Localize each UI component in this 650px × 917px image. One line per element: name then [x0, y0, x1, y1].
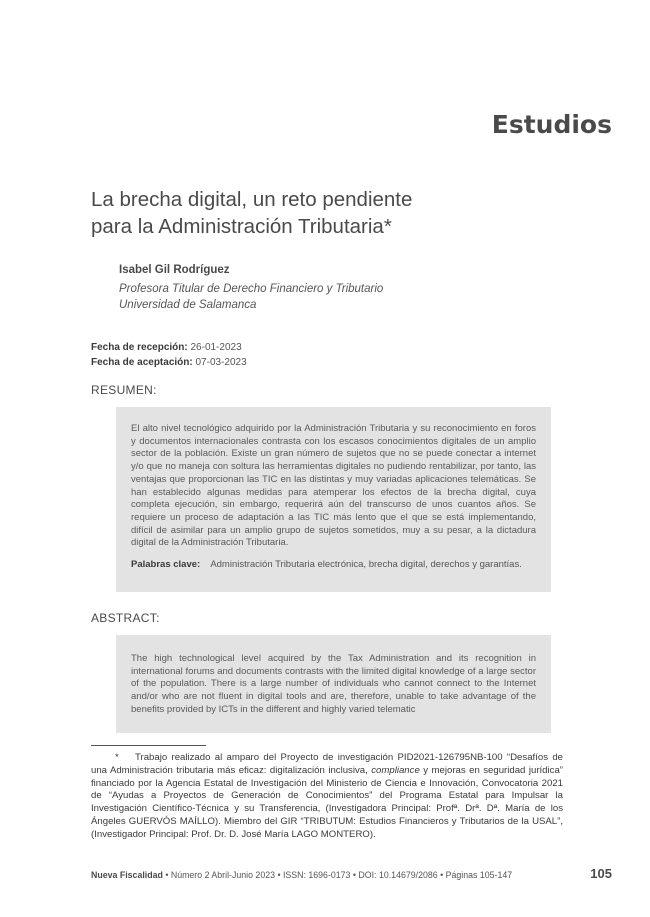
keywords-line [131, 559, 536, 570]
footnote-text-italic: compliance [371, 764, 420, 776]
received-value: 26-01-2023 [190, 342, 242, 353]
abstract-box [116, 635, 551, 733]
author-name: Isabel Gil Rodríguez [119, 264, 230, 276]
received-date [91, 340, 247, 355]
footnote-text-b: y mejoras en seguridad jurídica” financiado por la Agencia Estatal de Investigación del Ministerio de Ciencia e Innovación, Convocatoria 2021 de “Ayudas a Proyectos de Generación de Conocimientos” del Programa Estatal para Impulsar la Investigación Científico-Técnica y su Transferencia, (Investigadora Principal: Profª. Drª. Dª. María de los Ángeles GUERVÓS MAÍLLO). Miembro del GIR “TRIBUTUM: Estudios Financieros y Tributarios de la USAL”, (Investigador Principal: Prof. Dr. D. José María LAGO MONTERO). [91, 764, 563, 840]
resumen-heading: RESUMEN: [91, 383, 157, 397]
accepted-value: 07-03-2023 [195, 357, 247, 368]
accepted-date [91, 355, 247, 370]
received-label: Fecha de recepción: [91, 342, 188, 353]
page-footer [91, 870, 512, 880]
article-title [91, 186, 571, 240]
author-affiliation: Universidad de Salamanca [119, 299, 257, 311]
resumen-text: El alto nivel tecnológico adquirido por la Administración Tributaria y su reconocimiento en foros y documentos internacionales contrasta con los escasos conocimientos digitales de un amplio sector de la población. Existe un gran número de sujetos que no se puede conectar a internet y/o que no maneja con soltura las herramientas digitales no pudiendo rentabilizar, por tanto, las ventajas que proporcionan las TIC en las distintas y muy variadas aplicaciones telemáticas. Se han establecido algunas medidas para atemperar los efectos de la brecha digital, cuya completa ejecución, sin embargo, requerirá aún del transcurso de unos cuantos años. Se requiere un proceso de adaptación a las TIC más lento que el que se está implementando, difícil de asimilar para un amplio grupo de sujetos sometidos, muy a su pesar, a la dictadura digital de la Administración Tributaria. [131, 423, 536, 549]
section-label: Estudios [491, 110, 612, 139]
author-position: Profesora Titular de Derecho Financiero y Tributario [119, 283, 384, 295]
footnote-separator [91, 745, 206, 746]
accepted-label: Fecha de aceptación: [91, 357, 193, 368]
journal-details: • Número 2 Abril-Junio 2023 • ISSN: 1696-0173 • DOI: 10.14679/2086 • Páginas 105-147 [162, 870, 513, 880]
page-number: 105 [590, 866, 612, 881]
keywords-value: Administración Tributaria electrónica, brecha digital, derechos y garantías. [210, 559, 522, 571]
author-block [119, 262, 383, 313]
title-line-2: para la Administración Tributaria* [91, 215, 392, 238]
abstract-heading: ABSTRACT: [91, 611, 160, 625]
abstract-text: The high technological level acquired by the Tax Administration and its recognition in international forums and documents contrasts with the limited digital knowledge of a large sector of the population. There is a large number of individuals who cannot connect to the Internet and/or who are not fluent in digital tools and are, therefore, unable to take advantage of the benefits provided by ICTs in the different and highly varied telematic [131, 653, 536, 715]
dates-block [91, 340, 247, 370]
footnote [91, 752, 563, 842]
title-line-1: La brecha digital, un reto pendiente [91, 188, 413, 211]
footnote-mark: * [115, 752, 119, 763]
footnote-text-a: Trabajo realizado al amparo del Proyecto de investigación PID2021-126795NB-100 “Desafíos de una Administración tributaria más eficaz: digitalización inclusiva, [91, 752, 563, 776]
resumen-box [116, 407, 551, 592]
keywords-label: Palabras clave: [131, 559, 201, 571]
journal-name: Nueva Fiscalidad [91, 870, 163, 880]
